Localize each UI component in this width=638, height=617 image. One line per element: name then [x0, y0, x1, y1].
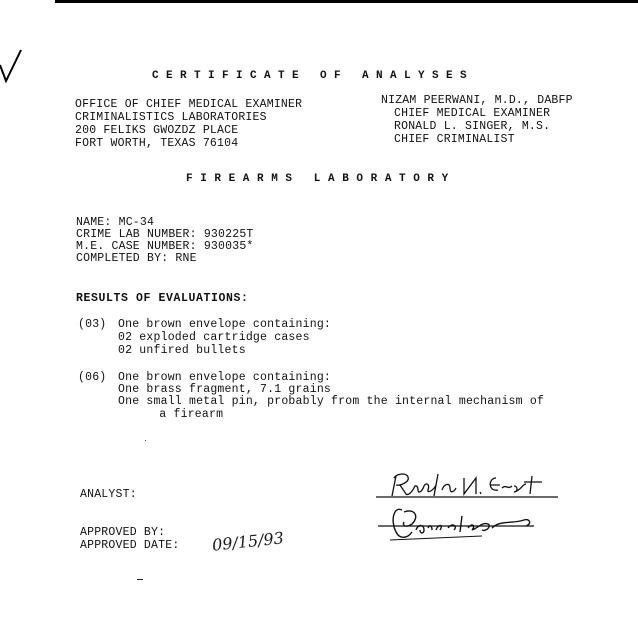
- official-line: CHIEF CRIMINALIST: [394, 133, 515, 146]
- item-number: (06): [78, 371, 107, 384]
- office-line: OFFICE OF CHIEF MEDICAL EXAMINER: [75, 98, 303, 111]
- certificate-title: CERTIFICATE OF ANALYSES: [152, 70, 475, 82]
- item-content-line: 02 unfired bullets: [118, 344, 246, 357]
- item-content-line: One brass fragment, 7.1 grains: [118, 383, 332, 396]
- office-line: CRIMINALISTICS LABORATORIES: [75, 111, 267, 124]
- office-line: 200 FELIKS GWOZDZ PLACE: [75, 124, 239, 137]
- stray-dash: [137, 579, 143, 580]
- analyst-label: ANALYST:: [80, 488, 137, 501]
- lab-title: FIREARMS LABORATORY: [186, 173, 456, 185]
- item-number: (03): [78, 318, 107, 331]
- approved-by-label: APPROVED BY:: [80, 526, 166, 539]
- stray-mark: [145, 440, 146, 441]
- item-content-line: 02 exploded cartridge cases: [118, 331, 310, 344]
- completed-by: COMPLETED BY: RNE: [76, 252, 197, 265]
- analyst-signature: [372, 468, 562, 502]
- official-line: RONALD L. SINGER, M.S.: [394, 120, 551, 133]
- approved-date-label: APPROVED DATE:: [80, 539, 180, 552]
- official-line: NIZAM PEERWANI, M.D., DABFP: [381, 94, 573, 107]
- official-line: CHIEF MEDICAL EXAMINER: [394, 107, 551, 120]
- approved-date-handwritten: 09/15/93: [211, 528, 285, 555]
- approver-signature: [372, 502, 542, 544]
- office-line: FORT WORTH, TEXAS 76104: [75, 137, 239, 150]
- item-description: One brown envelope containing:: [118, 371, 332, 384]
- item-description: One brown envelope containing:: [118, 318, 332, 331]
- check-mark-icon: [0, 45, 22, 95]
- item-content-line: One small metal pin, probably from the internal mechanism of: [118, 395, 545, 408]
- case-name: NAME: MC-34: [76, 216, 155, 229]
- results-heading: RESULTS OF EVALUATIONS:: [76, 292, 249, 305]
- top-border-line: [55, 0, 638, 3]
- item-content-line: a firearm: [138, 408, 224, 421]
- crime-lab-number: CRIME LAB NUMBER: 930225T: [76, 228, 254, 241]
- me-case-number: M.E. CASE NUMBER: 930035*: [76, 240, 254, 253]
